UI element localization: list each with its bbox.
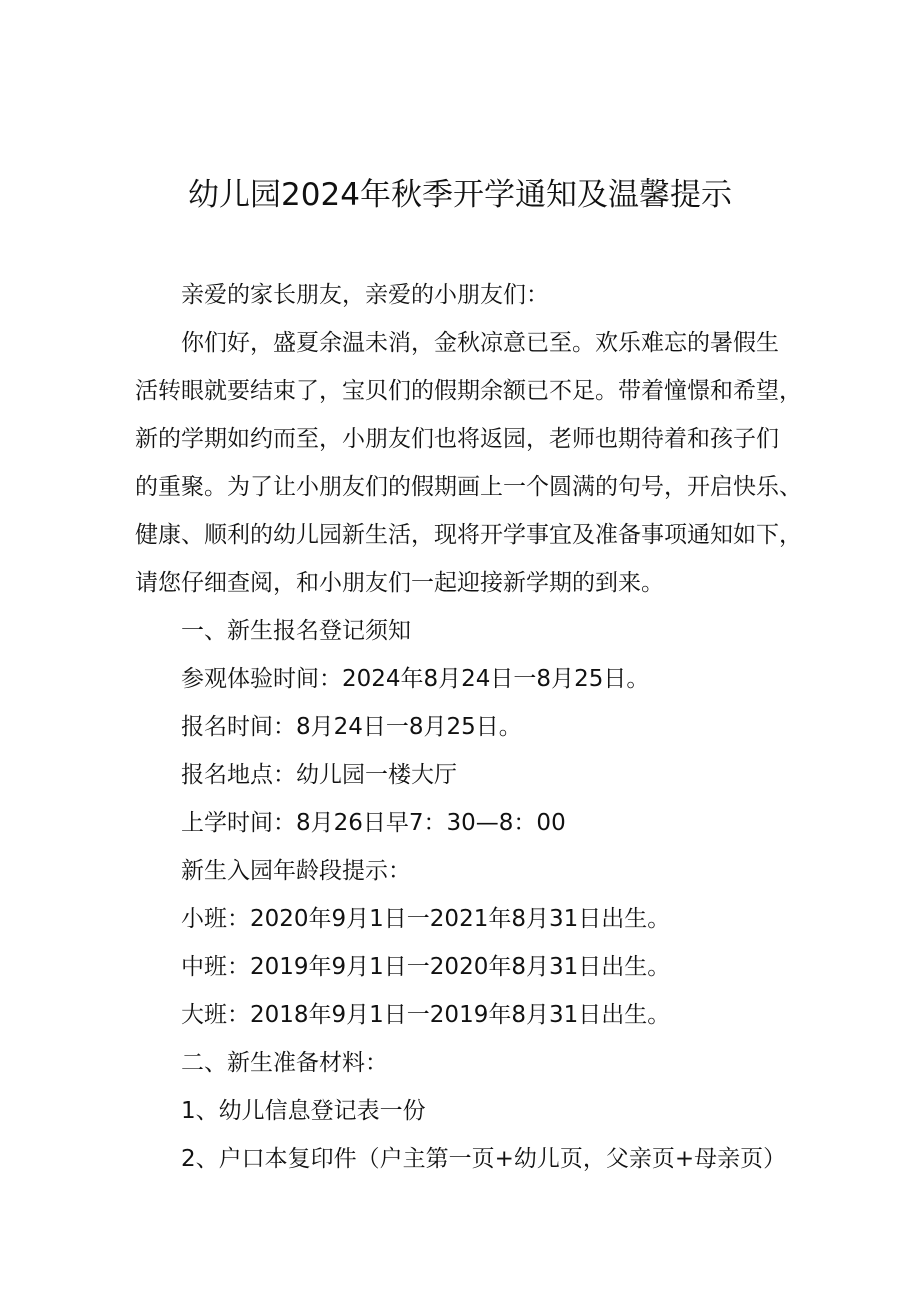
register-time: 报名时间：8月24日一8月25日。 — [181, 714, 522, 740]
age-tip: 新生入园年龄段提示： — [181, 858, 411, 884]
greeting: 亲爱的家长朋友，亲爱的小朋友们： — [181, 282, 549, 308]
document-title: 幼儿园2024年秋季开学通知及温馨提示 — [188, 177, 732, 213]
material-item: 1、幼儿信息登记表一份 — [181, 1098, 426, 1124]
intro-line: 你们好，盛夏余温未消，金秋凉意已至。欢乐难忘的暑假生 — [181, 330, 779, 356]
school-time: 上学时间：8月26日早7：30—8：00 — [181, 810, 566, 836]
middle-class-age: 中班：2019年9月1日一2020年8月31日出生。 — [181, 954, 671, 980]
register-place: 报名地点：幼儿园一楼大厅 — [181, 762, 457, 788]
intro-line: 的重聚。为了让小朋友们的假期画上一个圆满的句号，开启快乐、 — [135, 474, 802, 500]
material-item: 2、户口本复印件（户主第一页+幼儿页，父亲页+母亲页） — [181, 1146, 787, 1172]
visit-time: 参观体验时间：2024年8月24日一8月25日。 — [181, 666, 650, 692]
intro-line: 活转眼就要结束了，宝贝们的假期余额已不足。带着憧憬和希望， — [135, 378, 802, 404]
intro-line: 健康、顺利的幼儿园新生活，现将开学事宜及准备事项通知如下， — [135, 522, 802, 548]
section-heading-materials: 二、新生准备材料： — [181, 1050, 388, 1076]
intro-line: 请您仔细查阅，和小朋友们一起迎接新学期的到来。 — [135, 570, 664, 596]
section-heading-registration: 一、新生报名登记须知 — [181, 618, 411, 644]
intro-line: 新的学期如约而至，小朋友们也将返园，老师也期待着和孩子们 — [135, 426, 779, 452]
small-class-age: 小班：2020年9月1日一2021年8月31日出生。 — [181, 906, 671, 932]
big-class-age: 大班：2018年9月1日一2019年8月31日出生。 — [181, 1002, 671, 1028]
